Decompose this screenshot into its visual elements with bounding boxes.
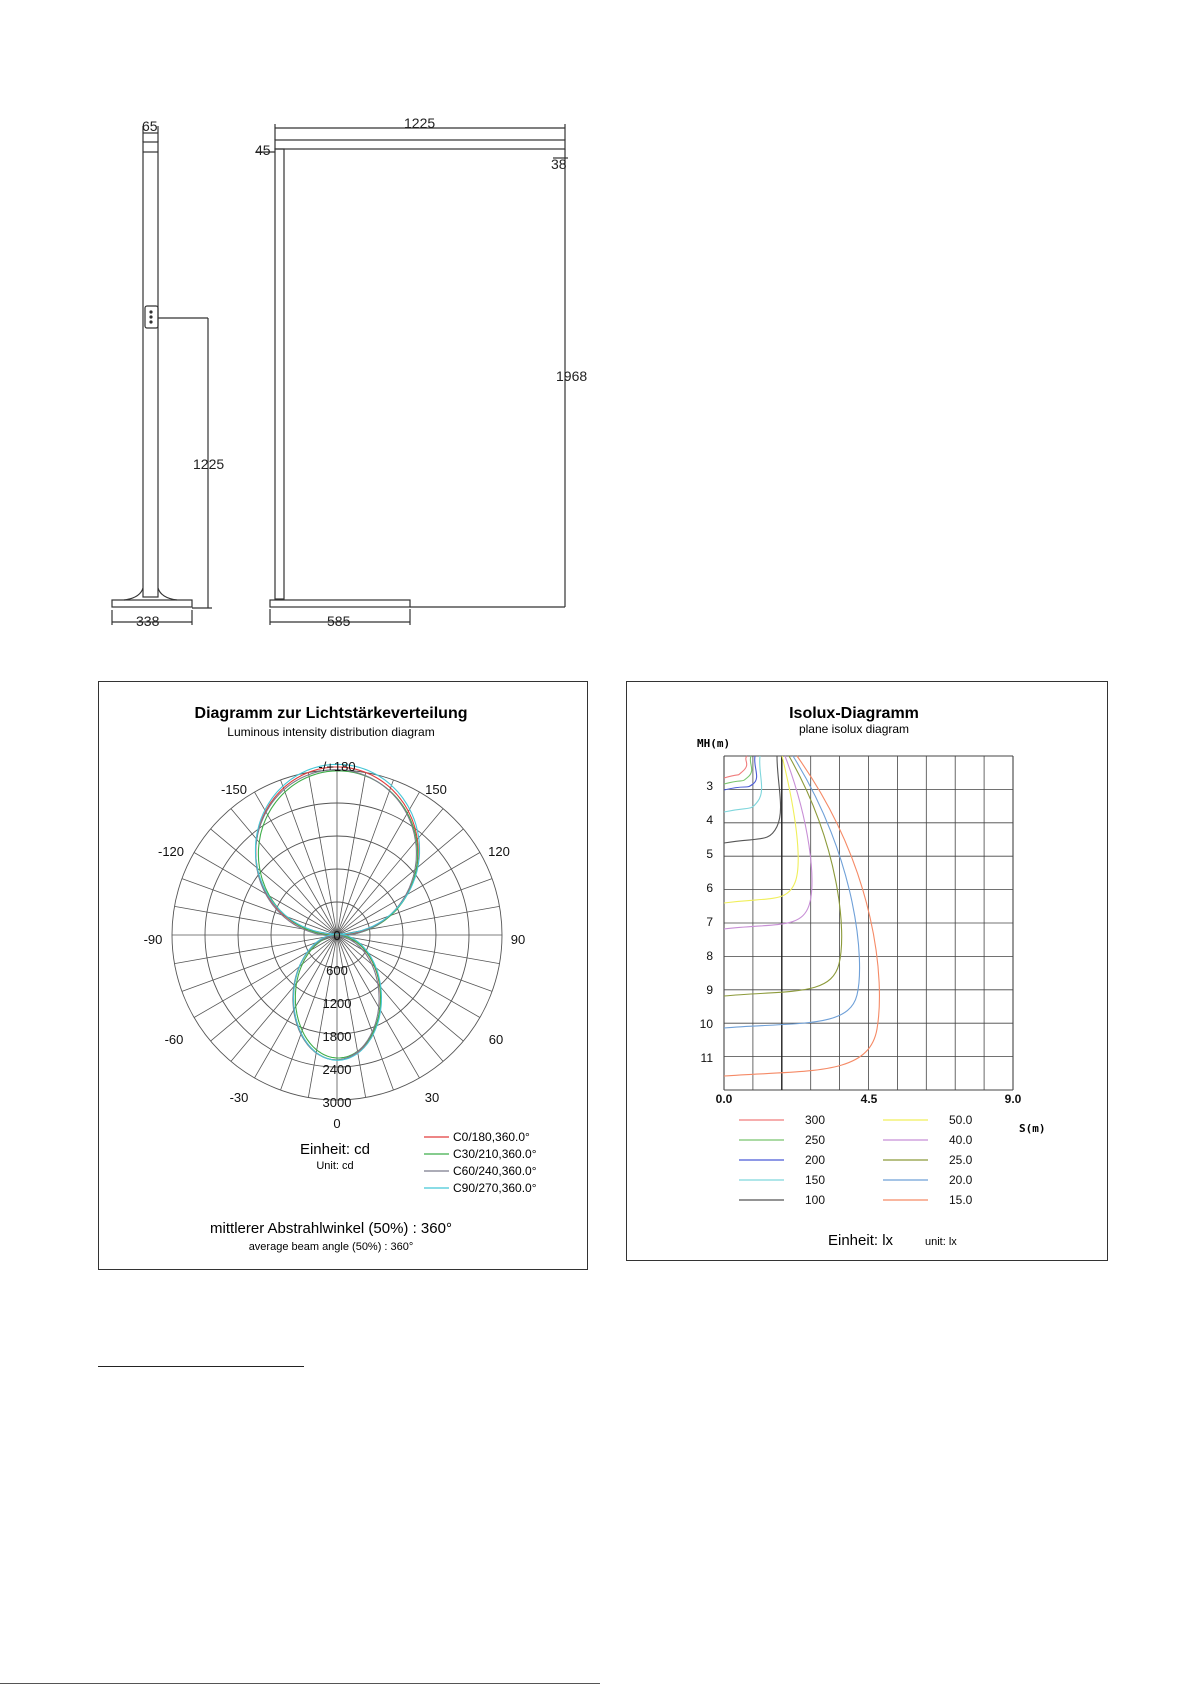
isolux-grid [724,756,1013,1090]
isolux-x-axis-label: S(m) [1019,1122,1046,1135]
angle-label-top: -/+180 [318,759,356,774]
isolux-legend-label: 250 [805,1133,826,1147]
angle-label-m150: -150 [220,782,248,797]
dim-switch-height: 1225 [193,456,225,472]
isolux-subtitle: plane isolux diagram [798,722,910,736]
angle-label-m60: -60 [164,1032,184,1047]
isolux-legend-label: 15.0 [949,1193,973,1207]
side-view-base [112,600,192,607]
radial-label-2400: 2400 [322,1062,352,1077]
y-tick-11: 11 [700,1051,713,1065]
y-tick-6: 6 [706,881,713,895]
radial-label-3000: 3000 [322,1095,352,1110]
angle-label-p30: 30 [424,1090,440,1105]
dim-head-height: 38 [551,156,567,172]
isolux-curve [724,756,781,843]
isolux-legend [739,1113,973,1207]
luminous-intensity-panel [98,681,588,1270]
polar-subtitle: Luminous intensity distribution diagram [227,725,435,739]
dim-base-depth: 338 [136,613,160,629]
polar-center-label: 0 [333,928,341,943]
beam-angle-de: mittlerer Abstrahlwinkel (50%) : 360° [210,1220,452,1237]
isolux-title: Isolux-Diagramm [789,705,919,722]
y-tick-3: 3 [706,779,713,793]
polar-title: Diagramm zur Lichtstärkeverteilung [194,705,468,722]
footer-rule [0,1683,600,1684]
y-tick-4: 4 [706,813,713,827]
radial-label-600: 600 [326,963,348,978]
isolux-curve [724,756,762,812]
dim-top-width: 65 [142,118,158,134]
footnote-rule [98,1366,304,1367]
y-tick-5: 5 [706,847,713,861]
y-tick-9: 9 [706,983,713,997]
radial-label-1800: 1800 [322,1029,352,1044]
isolux-y-axis-label: MH(m) [697,737,731,750]
x-tick-9: 9.0 [1004,1092,1022,1106]
isolux-legend-label: 150 [805,1173,826,1187]
x-tick-0: 0.0 [715,1092,733,1106]
beam-angle-en: average beam angle (50%) : 360° [248,1241,414,1253]
x-tick-4-5: 4.5 [860,1092,878,1106]
isolux-legend-label: 300 [805,1113,826,1127]
front-view-arm [275,140,565,149]
isolux-legend-label: 100 [805,1193,826,1207]
angle-label-p90: 90 [510,932,526,947]
isolux-unit-de: Einheit: lx [828,1232,894,1249]
legend-c60: C60/240,360.0° [453,1164,537,1178]
technical-drawing [0,0,1191,660]
polar-unit-en: Unit: cd [316,1160,354,1172]
y-tick-10: 10 [699,1017,713,1031]
isolux-legend-label: 40.0 [949,1133,973,1147]
isolux-curve [724,756,747,778]
front-view-base [270,600,410,607]
isolux-legend-label: 200 [805,1153,826,1167]
angle-label-m120: -120 [157,844,185,859]
isolux-legend-label: 25.0 [949,1153,973,1167]
isolux-unit-en: unit: lx [925,1236,957,1248]
isolux-legend-label: 50.0 [949,1113,973,1127]
angle-label-bottom: 0 [333,1116,341,1131]
side-view-pole [143,142,158,597]
legend-c30: C30/210,360.0° [453,1147,537,1161]
isolux-curve [724,756,842,996]
angle-label-p60: 60 [488,1032,504,1047]
dim-arm-length: 1225 [404,115,436,131]
dim-arm-thickness: 45 [255,142,271,158]
isolux-curve [724,756,752,784]
y-tick-8: 8 [706,949,713,963]
legend-c0: C0/180,360.0° [453,1130,530,1144]
dim-total-height: 1968 [556,368,588,384]
angle-label-m90: -90 [143,932,163,947]
front-view-pole [275,149,284,599]
angle-label-p150: 150 [425,782,447,797]
angle-label-m30: -30 [229,1090,249,1105]
angle-label-p120: 120 [488,844,510,859]
radial-label-1200: 1200 [322,996,352,1011]
legend-c90: C90/270,360.0° [453,1181,537,1195]
isolux-curve [724,756,812,929]
isolux-panel [626,681,1108,1261]
dim-base-width: 585 [327,613,351,629]
polar-legend [424,1130,537,1195]
y-tick-7: 7 [706,915,713,929]
isolux-legend-label: 20.0 [949,1173,973,1187]
isolux-curves [724,756,879,1076]
polar-unit-de: Einheit: cd [299,1141,371,1158]
